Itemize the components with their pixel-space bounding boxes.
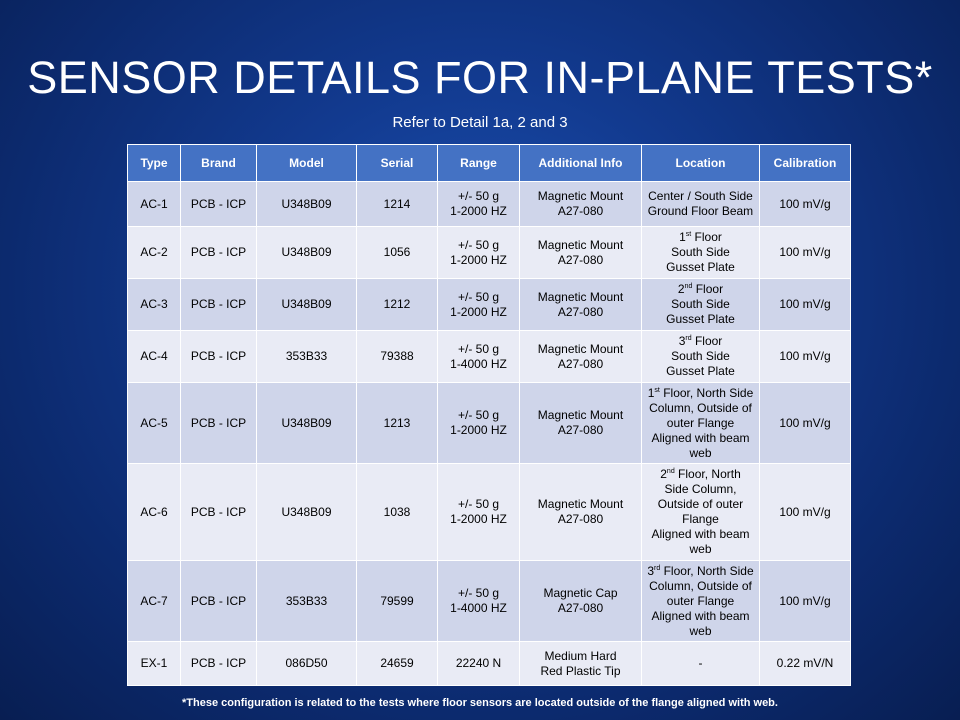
location-line <box>644 189 757 204</box>
location-line <box>644 656 757 671</box>
location-text: - <box>698 656 703 670</box>
range-line: +/- 50 g <box>457 237 500 252</box>
brand-cell: PCB - ICP <box>181 642 257 686</box>
info-line: Magnetic Mount <box>537 341 624 356</box>
model-cell: U348B09 <box>257 279 357 331</box>
location-line <box>644 386 757 401</box>
model-cell: 353B33 <box>257 561 357 642</box>
info-line: A27-080 <box>557 252 604 267</box>
range-line: +/- 50 g <box>457 586 500 600</box>
location-text: Aligned with beam <box>651 430 750 445</box>
sensor-table <box>127 144 851 686</box>
info-line: Red Plastic Tip <box>540 663 621 678</box>
range-line: 1-2000 HZ <box>450 512 507 526</box>
location-cell <box>642 464 760 561</box>
type-cell: AC-3 <box>128 279 181 331</box>
location-ordinal: 1 <box>679 230 686 244</box>
table-row <box>128 383 851 464</box>
table-row <box>128 464 851 561</box>
location-cell <box>642 383 760 464</box>
location-text: Side Column, <box>664 482 737 496</box>
additional-info-cell <box>520 561 642 642</box>
type-cell: AC-1 <box>128 182 181 227</box>
location-text: South Side <box>671 245 730 259</box>
calibration-cell: 100 mV/g <box>760 182 851 227</box>
location-text: Column, Outside of <box>649 400 752 415</box>
table-body <box>128 182 851 686</box>
info-line: Magnetic Mount <box>537 237 624 252</box>
range-cell <box>438 279 520 331</box>
range-line: 1-2000 HZ <box>450 204 507 218</box>
model-cell: U348B09 <box>257 383 357 464</box>
location-ordinal-suffix: rd <box>654 564 661 572</box>
info-line: Magnetic Mount <box>537 289 624 304</box>
model-cell: U348B09 <box>257 464 357 561</box>
location-text: Aligned with beam <box>651 527 750 541</box>
type-cell: AC-5 <box>128 383 181 464</box>
location-ordinal-suffix: st <box>654 386 660 394</box>
serial-cell: 79388 <box>357 331 438 383</box>
serial-cell: 1056 <box>357 227 438 279</box>
info-line: A27-080 <box>557 304 604 319</box>
range-cell <box>438 383 520 464</box>
brand-cell: PCB - ICP <box>181 227 257 279</box>
model-cell: 353B33 <box>257 331 357 383</box>
location-text: Floor <box>692 282 724 296</box>
location-text: Aligned with beam <box>651 608 750 623</box>
info-line: A27-080 <box>557 356 604 371</box>
location-line <box>644 401 757 416</box>
additional-info-cell <box>520 227 642 279</box>
brand-cell: PCB - ICP <box>181 383 257 464</box>
location-line <box>644 512 757 527</box>
calibration-cell: 100 mV/g <box>760 383 851 464</box>
location-line <box>644 467 757 482</box>
location-line <box>644 282 757 297</box>
brand-cell: PCB - ICP <box>181 464 257 561</box>
location-line <box>644 564 757 579</box>
location-text: web <box>689 445 712 460</box>
location-line <box>644 349 757 364</box>
type-cell: EX-1 <box>128 642 181 686</box>
info-line: A27-080 <box>557 601 604 615</box>
range-line: +/- 50 g <box>457 497 500 511</box>
table-header-row <box>128 145 851 182</box>
type-cell: AC-2 <box>128 227 181 279</box>
range-line: +/- 50 g <box>457 189 500 203</box>
info-line: A27-080 <box>557 423 604 437</box>
serial-cell: 1214 <box>357 182 438 227</box>
location-ordinal-suffix: rd <box>685 335 692 342</box>
location-line <box>644 334 757 349</box>
serial-cell: 24659 <box>357 642 438 686</box>
brand-cell: PCB - ICP <box>181 331 257 383</box>
location-text: web <box>689 623 712 638</box>
model-cell: 086D50 <box>257 642 357 686</box>
serial-cell: 79599 <box>357 561 438 642</box>
location-line <box>644 482 757 497</box>
location-line <box>644 416 757 431</box>
additional-info-cell <box>520 642 642 686</box>
serial-cell: 1213 <box>357 383 438 464</box>
serial-cell: 1038 <box>357 464 438 561</box>
location-cell <box>642 227 760 279</box>
location-line <box>644 364 757 379</box>
additional-info-cell <box>520 464 642 561</box>
range-line: +/- 50 g <box>457 341 500 356</box>
slide-title: SENSOR DETAILS FOR IN-PLANE TESTS* <box>27 52 933 103</box>
brand-cell: PCB - ICP <box>181 561 257 642</box>
location-ordinal-suffix: st <box>685 231 692 238</box>
type-cell: AC-6 <box>128 464 181 561</box>
calibration-cell: 100 mV/g <box>760 331 851 383</box>
additional-info-cell <box>520 331 642 383</box>
table-row <box>128 279 851 331</box>
location-cell <box>642 561 760 642</box>
location-ordinal: 3 <box>647 563 655 578</box>
table-row <box>128 642 851 686</box>
location-text: Gusset Plate <box>666 260 735 274</box>
type-cell: AC-4 <box>128 331 181 383</box>
location-cell <box>642 331 760 383</box>
header-type: Type <box>128 145 181 182</box>
table-row <box>128 331 851 383</box>
range-cell <box>438 331 520 383</box>
info-line: Magnetic Cap <box>543 586 618 600</box>
location-line <box>644 297 757 312</box>
location-text: outer Flange <box>666 415 735 430</box>
type-cell: AC-7 <box>128 561 181 642</box>
header-additional-info: Additional Info <box>520 145 642 182</box>
location-text: Floor, North Side <box>659 385 754 400</box>
location-text: Flange <box>682 512 719 526</box>
range-cell <box>438 227 520 279</box>
location-text: Column, Outside of <box>649 578 752 593</box>
location-text: Center / South Side <box>648 189 753 203</box>
header-serial: Serial <box>357 145 438 182</box>
range-line: +/- 50 g <box>457 289 500 304</box>
slide-subtitle: Refer to Detail 1a, 2 and 3 <box>392 114 568 131</box>
header-location: Location <box>642 145 760 182</box>
table-row <box>128 561 851 642</box>
location-line <box>644 245 757 260</box>
serial-cell: 1212 <box>357 279 438 331</box>
location-ordinal: 1 <box>647 385 655 400</box>
location-line <box>644 431 757 446</box>
calibration-cell: 0.22 mV/N <box>760 642 851 686</box>
range-cell <box>438 561 520 642</box>
calibration-cell: 100 mV/g <box>760 227 851 279</box>
location-line <box>644 527 757 542</box>
location-ordinal: 2 <box>677 282 685 296</box>
location-ordinal-suffix: nd <box>666 468 675 475</box>
info-line: Medium Hard <box>544 648 617 663</box>
range-line: 1-4000 HZ <box>450 356 507 371</box>
location-line <box>644 260 757 275</box>
location-text: South Side <box>671 349 730 363</box>
range-line: 1-2000 HZ <box>450 252 507 267</box>
location-ordinal: 2 <box>660 467 667 481</box>
header-model: Model <box>257 145 357 182</box>
header-range: Range <box>438 145 520 182</box>
location-line <box>644 579 757 594</box>
brand-cell: PCB - ICP <box>181 182 257 227</box>
additional-info-cell <box>520 383 642 464</box>
range-line: +/- 50 g <box>457 408 500 422</box>
header-calibration: Calibration <box>760 145 851 182</box>
table-row <box>128 227 851 279</box>
range-cell <box>438 464 520 561</box>
location-text: Floor, North <box>674 467 741 481</box>
location-text: Gusset Plate <box>666 364 735 378</box>
info-line: A27-080 <box>557 512 604 526</box>
location-text: South Side <box>671 297 730 311</box>
location-line <box>644 497 757 512</box>
location-line <box>644 609 757 624</box>
location-line <box>644 594 757 609</box>
header-brand: Brand <box>181 145 257 182</box>
location-text: Floor <box>691 230 722 244</box>
location-line <box>644 542 757 557</box>
calibration-cell: 100 mV/g <box>760 561 851 642</box>
location-ordinal-suffix: nd <box>684 283 693 290</box>
range-cell <box>438 642 520 686</box>
location-ordinal: 3 <box>678 334 686 348</box>
location-text: outer Flange <box>666 593 735 608</box>
range-line: 1-2000 HZ <box>450 304 507 319</box>
range-cell <box>438 182 520 227</box>
location-cell <box>642 279 760 331</box>
location-line <box>644 230 757 245</box>
calibration-cell: 100 mV/g <box>760 464 851 561</box>
location-text: web <box>689 542 712 556</box>
info-line: Magnetic Mount <box>537 497 624 511</box>
location-text: Outside of outer <box>657 497 744 511</box>
location-text: Gusset Plate <box>666 312 735 326</box>
location-text: Floor <box>691 334 723 348</box>
footnote: *These configuration is related to the tests where floor sensors are located outside of the flange aligned with web. <box>182 697 778 709</box>
location-line <box>644 624 757 639</box>
location-line <box>644 204 757 219</box>
range-line: 1-4000 HZ <box>450 601 507 615</box>
location-line <box>644 312 757 327</box>
brand-cell: PCB - ICP <box>181 279 257 331</box>
info-line: A27-080 <box>557 204 604 218</box>
info-line: Magnetic Mount <box>537 408 624 422</box>
additional-info-cell <box>520 182 642 227</box>
model-cell: U348B09 <box>257 227 357 279</box>
calibration-cell: 100 mV/g <box>760 279 851 331</box>
location-line <box>644 446 757 461</box>
additional-info-cell <box>520 279 642 331</box>
location-text: Floor, North Side <box>660 563 754 578</box>
location-text: Ground Floor Beam <box>647 204 754 218</box>
model-cell: U348B09 <box>257 182 357 227</box>
range-line: 1-2000 HZ <box>450 423 507 437</box>
table-row <box>128 182 851 227</box>
info-line: Magnetic Mount <box>537 189 624 203</box>
location-cell <box>642 642 760 686</box>
location-cell <box>642 182 760 227</box>
range-line: 22240 N <box>455 656 502 670</box>
